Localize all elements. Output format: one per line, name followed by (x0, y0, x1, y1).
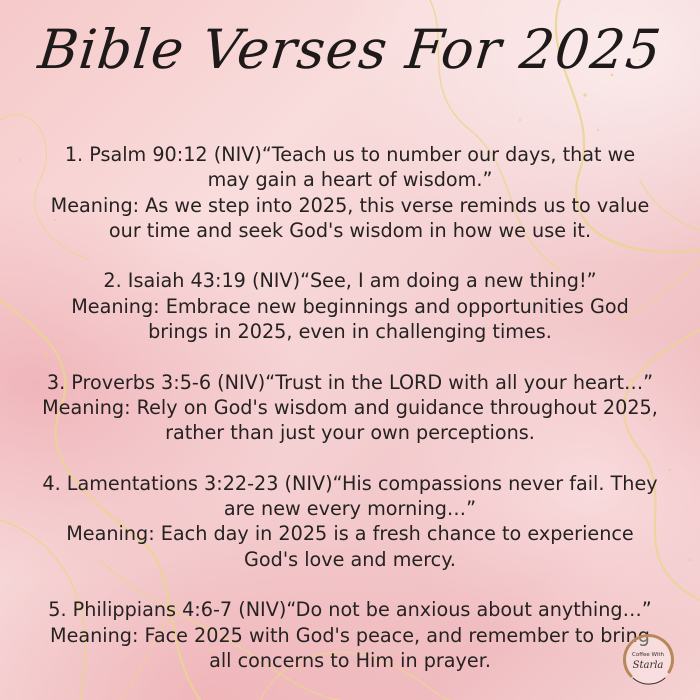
verse-meaning: Meaning: Rely on God's wisdom and guidance throughout 2025, (42, 395, 658, 419)
verse-line: 5. Philippians 4:6-7 (NIV)“Do not be anxious about anything…” (48, 598, 652, 622)
verse-meaning: Meaning: As we step into 2025, this verse reminds us to value (50, 193, 650, 217)
verse-meaning: God's love and mercy. (244, 547, 456, 571)
verse-item (20, 268, 680, 344)
verse-meaning: brings in 2025, even in challenging times. (148, 320, 552, 344)
page-title: Bible Verses For 2025 (35, 18, 665, 81)
verse-meaning: our time and seek God's wisdom in how we use it. (108, 218, 592, 242)
verse-item (20, 597, 680, 673)
verse-meaning: Meaning: Each day in 2025 is a fresh chance to experience (66, 522, 634, 546)
coffee-with-starla-logo (617, 632, 681, 692)
verse-line: 3. Proverbs 3:5-6 (NIV)“Trust in the LORD with all your heart…” (46, 370, 654, 394)
verse-meaning: all concerns to Him in prayer. (209, 648, 491, 672)
verse-meaning: Meaning: Face 2025 with God's peace, and remember to bring (50, 623, 650, 647)
verse-line: 1. Psalm 90:12 (NIV)“Teach us to number our days, that we (64, 143, 636, 166)
logo-name: Starla (632, 660, 664, 671)
logo-top-text: Coffee With (632, 652, 664, 658)
verse-line: 4. Lamentations 3:22-23 (NIV)“His compassions never fail. They (42, 471, 658, 495)
verse-line: 2. Isaiah 43:19 (NIV)“See, I am doing a new thing!” (103, 269, 597, 293)
verse-item (20, 370, 680, 446)
verse-item (20, 471, 680, 572)
verse-line: may gain a heart of wisdom.” (207, 168, 493, 192)
verse-list (20, 142, 680, 699)
verse-meaning: rather than just your own perceptions. (165, 421, 535, 445)
verse-line: are new every morning…” (223, 497, 477, 521)
verse-meaning: Meaning: Embrace new beginnings and opportunities God (71, 294, 629, 318)
verse-item (20, 142, 680, 243)
